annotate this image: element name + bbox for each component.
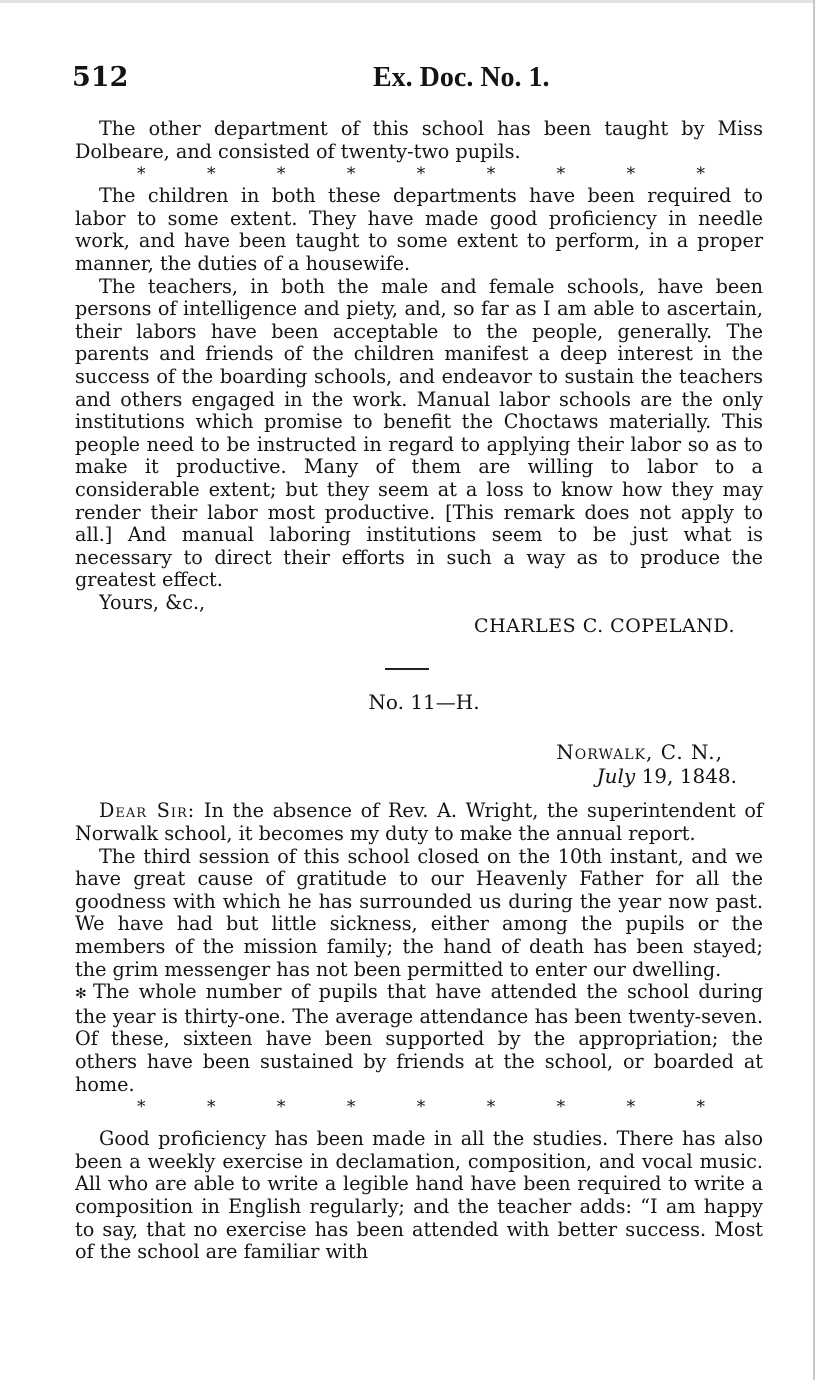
letter-date-month: July bbox=[596, 764, 636, 789]
asterisk: * bbox=[626, 164, 636, 185]
page-body bbox=[75, 118, 763, 1264]
letter-signature: CHARLES C. COPELAND. bbox=[474, 615, 735, 638]
printer-mark-icon: ✻ bbox=[75, 986, 87, 1003]
asterisk: * bbox=[416, 1097, 426, 1118]
paragraph-teachers: The teachers, in both the male and female schools, have been persons of intelligence and piety, and, so far as I am able to ascertain, their labors have been acceptable to the people, generally. The parents and friends of the children manifest a deep interest in the success of the boarding schools, and endeavor to sustain the teachers and others engaged in the work. Manual labor schools are the only institutions which promise to benefit the Choctaws materially. This people need to be instructed in regard to applying their labor so as to make it productive. Many of them are willing to labor to a considerable extent; but they seem at a loss to know how they may render their labor most productive. [This remark does not apply to all.] And manual laboring institutions seem to be just what is necessary to direct their efforts in such a way as to produce the greatest effect. bbox=[75, 274, 763, 592]
letter-place bbox=[75, 740, 763, 764]
asterisk-divider-2 bbox=[75, 1096, 763, 1118]
asterisk: * bbox=[206, 1097, 216, 1118]
letter-place-text: Norwalk, C. N., bbox=[556, 740, 723, 765]
asterisk: * bbox=[137, 1097, 146, 1118]
section-title: No. 11—H. bbox=[368, 690, 480, 715]
page-number: 512 bbox=[72, 62, 129, 93]
asterisk: * bbox=[696, 1097, 705, 1118]
asterisk: * bbox=[486, 1097, 496, 1118]
paragraph-pupils-text: The whole number of pupils that have attended the school during the year is thirty-one. The average attendance has been twenty-seven. Of these, sixteen have been supported by the appropriation; the others have been sustained by friends at the school, or boarded at home. bbox=[75, 980, 763, 1096]
salutation: Dear Sir: bbox=[99, 799, 196, 823]
asterisk: * bbox=[556, 164, 566, 185]
paragraph-third-session: The third session of this school closed on the 10th instant, and we have great cause of gratitude to our Heavenly Father for all the goodness with which he has surrounded us during the year now past. We have had but little sickness, either among the pupils or the members of the mission family; the hand of death has been stayed; the grim messenger has not been permitted to enter our dwelling. bbox=[75, 844, 763, 981]
asterisk: * bbox=[276, 164, 286, 185]
asterisk: * bbox=[696, 164, 705, 185]
asterisk: * bbox=[346, 1097, 356, 1118]
paragraph-salutation bbox=[75, 800, 763, 845]
asterisk: * bbox=[416, 164, 426, 185]
section-divider-rule bbox=[385, 668, 429, 670]
asterisk: * bbox=[626, 1097, 636, 1118]
asterisk: * bbox=[206, 164, 216, 185]
paragraph-children-labor: The children in both these departments have been required to labor to some extent. They have made good proficiency in needle work, and have been taught to some extent to perform, in a proper manner, the duties of a housewife. bbox=[75, 184, 763, 275]
paragraph-dolbeare: The other department of this school has been taught by Miss Dolbeare, and consisted of twenty-two pupils. bbox=[75, 117, 763, 163]
asterisk: * bbox=[346, 164, 356, 185]
asterisk: * bbox=[556, 1097, 566, 1118]
asterisk: * bbox=[486, 164, 496, 185]
paragraph-pupils bbox=[75, 981, 763, 1096]
asterisk-divider-1 bbox=[75, 163, 763, 185]
asterisk: * bbox=[137, 164, 146, 185]
paragraph-proficiency: Good proficiency has been made in all the studies. There has also been a weekly exercise in declamation, composition, and vocal music. All who are able to write a legible hand have been required to write a composition in English regularly; and the teacher adds: “I am happy to say, that no exercise has been attended with better success. Most of the school are familiar with bbox=[75, 1127, 763, 1264]
asterisk: * bbox=[276, 1097, 286, 1118]
letter-date-rest: 19, 1848. bbox=[635, 764, 737, 789]
letter-date bbox=[75, 764, 763, 788]
page-top-edge bbox=[0, 0, 815, 3]
document-title: Ex. Doc. No. 1. bbox=[373, 62, 550, 93]
paragraph-salutation-text: In the absence of Rev. A. Wright, the superintendent of Norwalk school, it becomes my duty to make the annual report. bbox=[75, 799, 763, 846]
letter-closing: Yours, &c., bbox=[99, 590, 206, 614]
page-header bbox=[60, 62, 760, 102]
